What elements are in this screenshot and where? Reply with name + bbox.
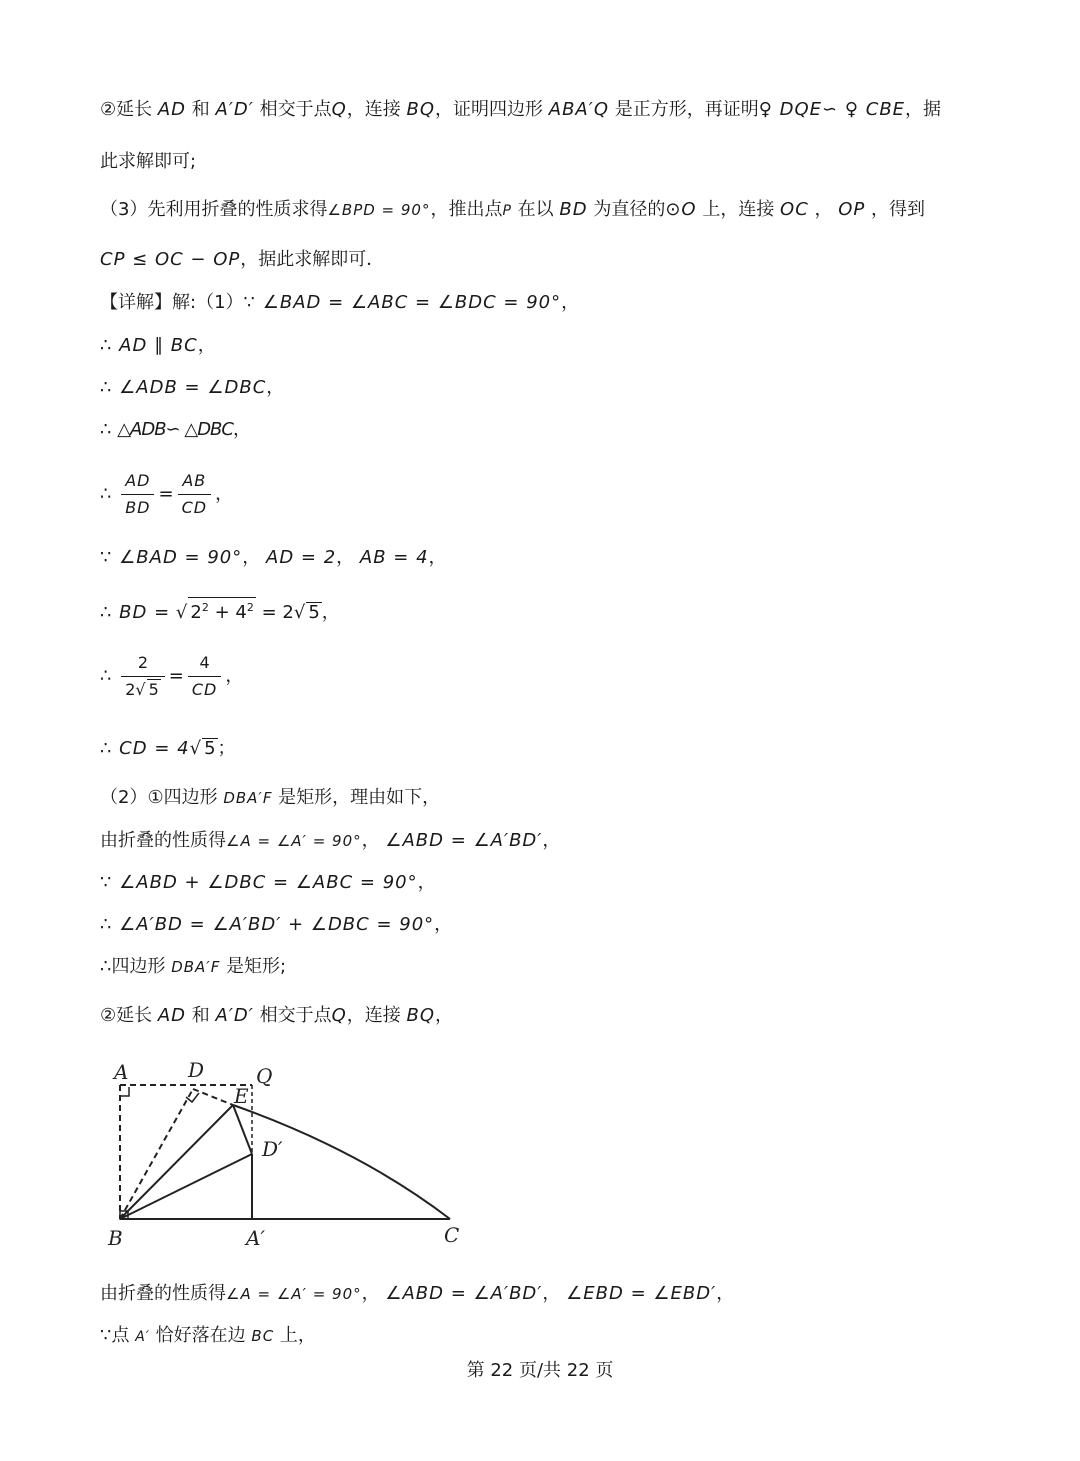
text-line-2: 此求解即可; <box>100 151 197 172</box>
segment-bd2 <box>120 1154 252 1219</box>
text-line-10: ∵ ∠BAD = 90°， AD = 2， AB = 4， <box>100 547 447 568</box>
page-footer: 第 22 页/共 22 页 <box>466 1360 614 1381</box>
text-line-1: ②延长 AD 和 A′D′ 相交于点Q，连接 BQ，证明四边形 ABA′Q 是正方形，再证明♀ DQE∽ ♀ CBE，据 <box>100 99 942 120</box>
segment-de <box>193 1089 233 1105</box>
geometry-figure-svg <box>100 1055 480 1255</box>
text-line-12: ∴ $\frac{2}{2√ 5}$ = $\frac{4}{CD}$ ， <box>100 653 244 699</box>
text-line-4: CP ≤ OC − OP，据此求解即可． <box>100 249 385 270</box>
right-angle-d <box>186 1093 199 1102</box>
label-c: C <box>444 1223 460 1247</box>
segment-bd <box>120 1089 193 1219</box>
label-a: A <box>114 1060 129 1084</box>
text-line-9: ∴ $\frac{AD}{BD}$ = $\frac{AB}{CD}$ ， <box>100 471 234 517</box>
text-line-16: ∵ ∠ABD + ∠DBC = ∠ABC = 90°， <box>100 872 436 893</box>
fraction-ad-bd: $\frac{AD}{BD}$ <box>121 470 154 519</box>
sqrt-expression: $2^2 + 4^2$ <box>188 597 255 623</box>
text-line-6: ∴ AD ∥ BC， <box>100 335 216 356</box>
label-b: B <box>108 1226 123 1250</box>
segment-ec <box>233 1105 450 1219</box>
label-d-prime: D′ <box>262 1137 283 1161</box>
text-line-19: ②延长 AD 和 A′D′ 相交于点Q，连接 BQ， <box>100 1005 454 1026</box>
text-line-8: ∴ △ADB∽ △DBC， <box>100 419 251 440</box>
segment-be <box>120 1105 233 1219</box>
text-line-15: 由折叠的性质得∠A = ∠A′ = 90°， ∠ABD = ∠A′BD′， <box>100 830 561 851</box>
text-line-3: （3）先利用折叠的性质求得∠BPD = 90°，推出点P 在以 BD 为直径的⊙O 上，连接 OC ， OP ，得到 <box>100 199 926 220</box>
fraction-2-2root5: $\frac{2}{2√ 5}$ <box>121 652 165 701</box>
geometry-figure <box>100 1055 480 1259</box>
fraction-4-cd: $\frac{4}{CD}$ <box>188 652 222 701</box>
right-angle-a <box>120 1087 129 1096</box>
text-line-21: ∵点 A′ 恰好落在边 BC 上， <box>100 1325 316 1346</box>
label-e: E <box>234 1084 249 1108</box>
text-line-7: ∴ ∠ADB = ∠DBC， <box>100 377 285 398</box>
label-a-prime: A′ <box>246 1226 265 1250</box>
label-q: Q <box>256 1064 273 1088</box>
text-line-17: ∴ ∠A′BD = ∠A′BD′ + ∠DBC = 90°， <box>100 914 453 935</box>
label-d: D <box>188 1058 205 1082</box>
text-line-11: ∴ BD = √ $2^2 + 4^2 = 2√$ 5 ， <box>100 597 340 625</box>
text-line-20: 由折叠的性质得∠A = ∠A′ = 90°， ∠ABD = ∠A′BD′， ∠EBD = ∠EBD′， <box>100 1283 735 1304</box>
text-line-5: 【详解】解:（1）∵ ∠BAD = ∠ABC = ∠BDC = 90°， <box>100 292 580 313</box>
text-line-13: ∴ CD = 4√ 5 ； <box>100 738 236 759</box>
text-line-14: （2）①四边形 DBA′F 是矩形，理由如下， <box>100 787 441 808</box>
segment-ed2 <box>233 1105 252 1154</box>
text-line-18: ∴四边形 DBA′F 是矩形; <box>100 956 287 977</box>
fraction-ab-cd: $\frac{AB}{CD}$ <box>178 470 212 519</box>
